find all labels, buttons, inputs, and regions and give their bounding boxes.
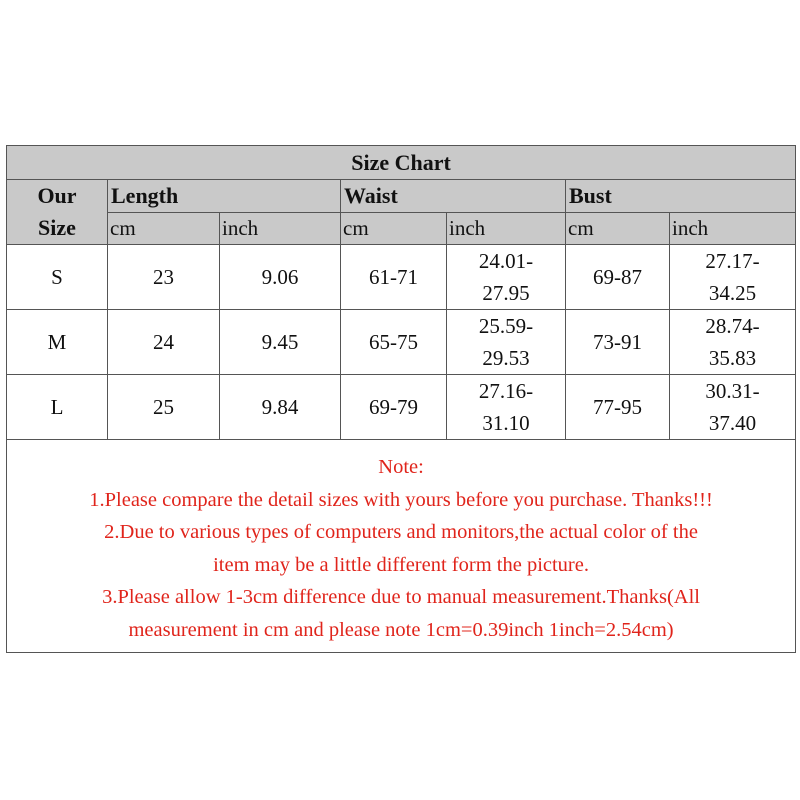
waist-inch-line1: 24.01- bbox=[478, 249, 534, 273]
note-line: 2.Due to various types of computers and monitors,the actual color of the bbox=[104, 521, 698, 543]
our-size-header bbox=[7, 180, 108, 245]
bust-inch-line2: 37.40 bbox=[708, 411, 757, 435]
size-row-l bbox=[7, 375, 796, 440]
note-line: 3.Please allow 1-3cm difference due to manual measurement.Thanks(All bbox=[102, 586, 700, 608]
bust-inch-line2: 34.25 bbox=[708, 281, 757, 305]
size-label: L bbox=[7, 375, 108, 440]
size-table bbox=[6, 145, 796, 653]
bust-cm-value: 77-95 bbox=[566, 375, 670, 440]
bust-inch-value bbox=[670, 310, 796, 375]
length-cm-value: 23 bbox=[108, 245, 220, 310]
waist-inch-unit: inch bbox=[447, 212, 566, 245]
bust-cm-unit: cm bbox=[566, 212, 670, 245]
length-cm-value: 25 bbox=[108, 375, 220, 440]
bust-header: Bust bbox=[566, 180, 796, 213]
note-line: item may be a little different form the picture. bbox=[213, 553, 589, 576]
length-inch-value: 9.45 bbox=[220, 310, 341, 375]
bust-inch-line1: 30.31- bbox=[705, 379, 760, 403]
note-line: measurement in cm and please note 1cm=0.39inch 1inch=2.54cm) bbox=[128, 618, 674, 641]
note-box bbox=[7, 440, 796, 653]
size-chart bbox=[6, 145, 795, 653]
length-inch-value: 9.06 bbox=[220, 245, 341, 310]
bust-inch-line1: 27.17- bbox=[705, 249, 760, 273]
size-row-m bbox=[7, 310, 796, 375]
waist-inch-value bbox=[447, 310, 566, 375]
bust-inch-value bbox=[670, 245, 796, 310]
waist-header: Waist bbox=[341, 180, 566, 213]
note-heading: Note: bbox=[378, 456, 424, 478]
bust-inch-line2: 35.83 bbox=[708, 346, 757, 370]
waist-inch-line2: 29.53 bbox=[482, 346, 530, 370]
waist-inch-line1: 25.59- bbox=[478, 314, 534, 338]
waist-cm-value: 69-79 bbox=[341, 375, 447, 440]
waist-cm-value: 61-71 bbox=[341, 245, 447, 310]
waist-inch-value bbox=[447, 245, 566, 310]
size-label: S bbox=[7, 245, 108, 310]
waist-cm-value: 65-75 bbox=[341, 310, 447, 375]
our-size-line1: Our bbox=[37, 183, 77, 208]
bust-inch-line1: 28.74- bbox=[705, 314, 760, 338]
waist-inch-line2: 27.95 bbox=[482, 281, 530, 305]
bust-cm-value: 69-87 bbox=[566, 245, 670, 310]
length-cm-unit: cm bbox=[108, 212, 220, 245]
waist-cm-unit: cm bbox=[341, 212, 447, 245]
note-line: 1.Please compare the detail sizes with yours before you purchase. Thanks!!! bbox=[89, 488, 713, 511]
bust-inch-unit: inch bbox=[670, 212, 796, 245]
length-cm-value: 24 bbox=[108, 310, 220, 375]
waist-inch-value bbox=[447, 375, 566, 440]
waist-inch-line1: 27.16- bbox=[478, 379, 534, 403]
length-inch-value: 9.84 bbox=[220, 375, 341, 440]
waist-inch-line2: 31.10 bbox=[482, 411, 530, 435]
length-header: Length bbox=[108, 180, 341, 213]
bust-inch-value bbox=[670, 375, 796, 440]
bust-cm-value: 73-91 bbox=[566, 310, 670, 375]
our-size-line2: Size bbox=[38, 215, 76, 240]
size-label: M bbox=[7, 310, 108, 375]
length-inch-unit: inch bbox=[220, 212, 341, 245]
size-row-s bbox=[7, 245, 796, 310]
chart-title: Size Chart bbox=[7, 146, 796, 180]
